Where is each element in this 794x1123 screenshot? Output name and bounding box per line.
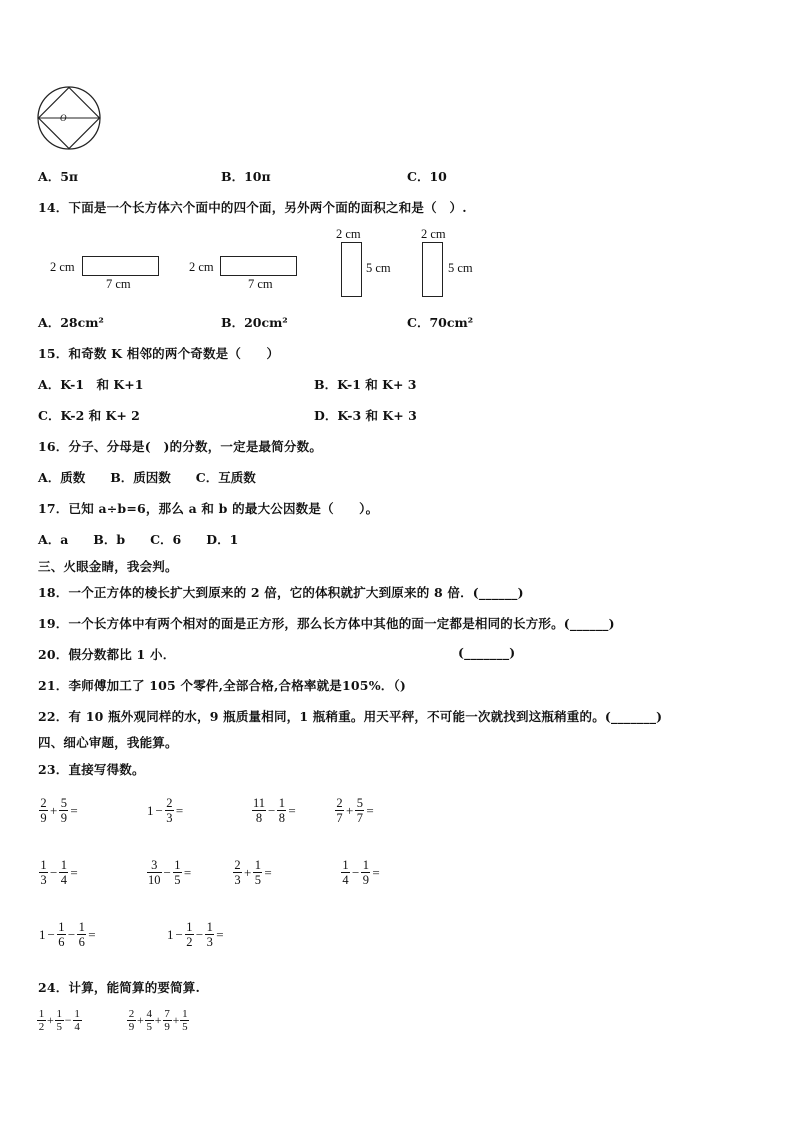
q21-text: 21．李师傅加工了 105 个零件,全部合格,合格率就是105%．（)	[38, 678, 407, 693]
q15-option-d: D．K-3 和 K+ 3	[314, 408, 417, 423]
q23-expr-8: $\frac{1}{4}$ − $\frac{1}{9}$ =	[342, 858, 380, 887]
q18-text: 18．一个正方体的棱长扩大到原来的 2 倍，它的体积就扩大到原来的 8 倍．(______)	[38, 585, 524, 600]
q14-option-c: C．70cm²	[407, 315, 474, 330]
q23-expr-1: $\frac{2}{9}$ + $\frac{5}{9}$ =	[40, 796, 78, 825]
fraction: $\frac{1}{8}$	[278, 796, 286, 825]
fraction: $\frac{2}{9}$	[40, 796, 47, 825]
fraction: $\frac{1}{2}$	[38, 1008, 45, 1033]
q23-expr-9: 1 − $\frac{1}{6}$ − $\frac{1}{6}$ =	[39, 920, 96, 949]
fraction: $\frac{5}{9}$	[60, 796, 67, 825]
q14-fig2-side-label: 2 cm	[189, 260, 214, 274]
q23-expr-6: $\frac{3}{10}$ − $\frac{1}{5}$ =	[148, 858, 192, 887]
q17-text: 17．已知 a÷b=6，那么 a 和 b 的最大公因数是（ ）。	[38, 501, 379, 516]
fraction: $\frac{1}{3}$	[206, 920, 213, 949]
q14-option-a: A．28cm²	[38, 315, 104, 330]
q15-text: 15．和奇数 K 相邻的两个奇数是（ ）	[38, 346, 280, 361]
fraction: $\frac{1}{4}$	[342, 858, 349, 887]
q23-expr-2: 1 − $\frac{2}{3}$ =	[147, 796, 184, 825]
q13-option-b: B．10π	[221, 169, 271, 184]
q15-option-a: A．K-1 和 K+1	[38, 377, 144, 392]
section-4-heading: 四、细心审题，我能算。	[38, 735, 178, 750]
q23-expr-3: $\frac{11}{8}$ − $\frac{1}{8}$ =	[253, 796, 296, 825]
fraction: $\frac{7}{9}$	[164, 1008, 170, 1033]
circle-square-figure	[35, 86, 103, 150]
section-3-heading: 三、火眼金睛，我会判。	[38, 559, 178, 574]
q23-expr-7: $\frac{2}{3}$ + $\frac{1}{5}$ =	[234, 858, 272, 887]
fraction: $\frac{1}{2}$	[186, 920, 193, 949]
q24-expr-1: $\frac{1}{2}$ + $\frac{1}{5}$ − $\frac{1}{4}$	[38, 1008, 80, 1033]
q14-fig2-rect	[220, 256, 297, 276]
fraction: $\frac{1}{6}$	[78, 920, 85, 949]
q13-option-c: C．10	[407, 169, 447, 184]
q15-option-c: C．K-2 和 K+ 2	[38, 408, 140, 423]
q24-text: 24．计算，能简算的要简算.	[38, 980, 201, 995]
fraction: $\frac{1}{5}$	[174, 858, 181, 887]
fraction: $\frac{4}{5}$	[146, 1008, 153, 1033]
q23-expr-4: $\frac{2}{7}$ + $\frac{5}{7}$ =	[336, 796, 374, 825]
fraction: $\frac{2}{9}$	[128, 1008, 135, 1033]
q14-fig1-side-label: 2 cm	[50, 260, 75, 274]
q14-fig3-rect	[341, 242, 362, 297]
q14-fig4-rect	[422, 242, 443, 297]
fraction: $\frac{2}{3}$	[234, 858, 241, 887]
q16-text: 16．分子、分母是( )的分数，一定是最简分数。	[38, 439, 323, 454]
fraction: $\frac{3}{10}$	[148, 858, 161, 887]
q14-fig1-rect	[82, 256, 159, 276]
fraction: $\frac{1}{5}$	[182, 1008, 188, 1033]
fraction: $\frac{5}{7}$	[356, 796, 363, 825]
fraction: $\frac{1}{5}$	[254, 858, 261, 887]
q17-options: A．a B．b C．6 D．1	[38, 532, 239, 547]
q14-fig2-bottom-label: 7 cm	[248, 277, 273, 291]
q13-option-a: A．5π	[38, 169, 79, 184]
q15-option-b: B．K-1 和 K+ 3	[314, 377, 417, 392]
fraction: $\frac{2}{3}$	[166, 796, 173, 825]
fraction: $\frac{1}{4}$	[74, 1008, 80, 1033]
fraction: $\frac{2}{7}$	[336, 796, 343, 825]
q23-expr-5: $\frac{1}{3}$ − $\frac{1}{4}$ =	[40, 858, 78, 887]
fraction: $\frac{11}{8}$	[253, 796, 266, 825]
fraction: $\frac{1}{9}$	[362, 858, 369, 887]
q14-fig3-side-label: 5 cm	[366, 261, 391, 275]
q23-text: 23．直接写得数。	[38, 762, 145, 777]
q20-text: 20．假分数都比 1 小．	[38, 647, 176, 662]
fraction: $\frac{1}{6}$	[58, 920, 65, 949]
q14-fig1-bottom-label: 7 cm	[106, 277, 131, 291]
fraction: $\frac{1}{3}$	[40, 858, 47, 887]
q19-text: 19．一个长方体中有两个相对的面是正方形，那么长方体中其他的面一定都是相同的长方形。(______)	[38, 616, 615, 631]
q22-text: 22．有 10 瓶外观同样的水，9 瓶质量相同，1 瓶稍重。用天平秤，不可能一次就找到这瓶稍重的。(_______)	[38, 709, 663, 724]
q23-expr-10: 1 − $\frac{1}{2}$ − $\frac{1}{3}$ =	[167, 920, 224, 949]
q16-options: A．质数 B．质因数 C．互质数	[38, 470, 256, 485]
fraction: $\frac{1}{5}$	[56, 1008, 63, 1033]
circle-center-label: O	[60, 113, 67, 123]
q20-blank: (_______)	[458, 645, 516, 660]
q14-fig3-top-label: 2 cm	[336, 227, 361, 241]
q14-text: 14．下面是一个长方体六个面中的四个面，另外两个面的面积之和是（ ）.	[38, 200, 467, 215]
q14-fig4-top-label: 2 cm	[421, 227, 446, 241]
q24-expr-2: $\frac{2}{9}$ + $\frac{4}{5}$ + $\frac{7}{9}$ + $\frac{1}{5}$	[128, 1008, 188, 1033]
q14-fig4-side-label: 5 cm	[448, 261, 473, 275]
fraction: $\frac{1}{4}$	[60, 858, 67, 887]
q14-option-b: B．20cm²	[221, 315, 288, 330]
